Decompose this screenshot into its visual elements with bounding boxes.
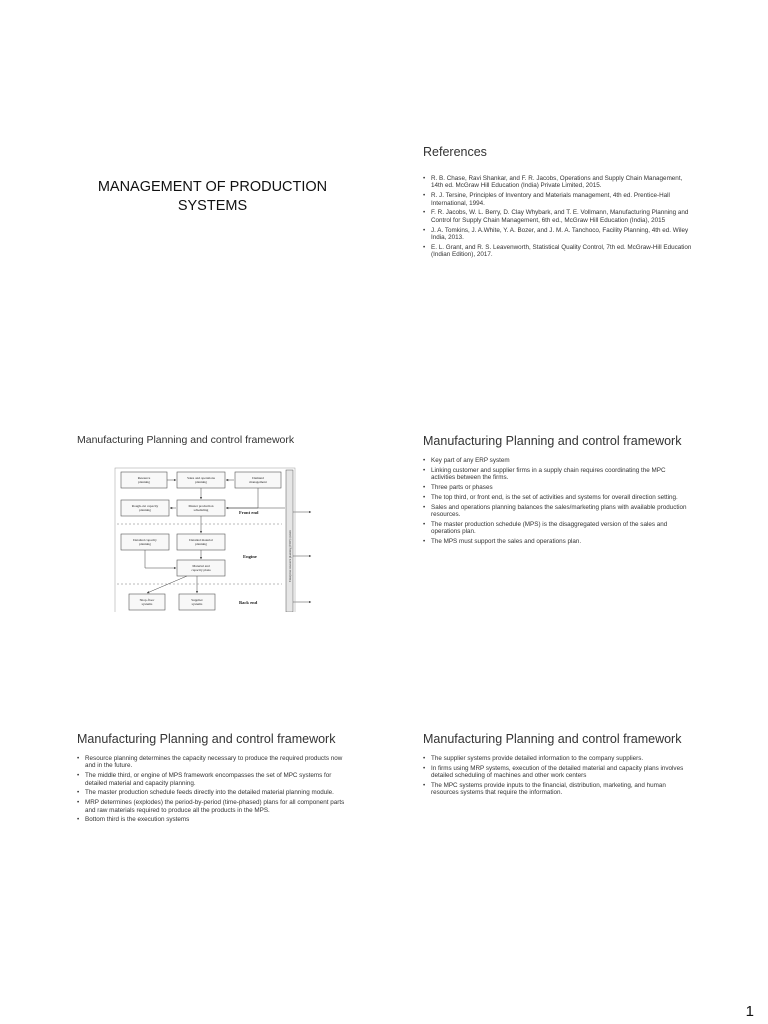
diag-label: planning bbox=[195, 480, 207, 484]
diag-label: Demand bbox=[252, 476, 264, 480]
bullet-item: • Key part of any ERP system bbox=[423, 457, 691, 464]
diag-label: systems bbox=[191, 602, 203, 606]
diag-label: planning bbox=[195, 542, 207, 546]
bullet-item: • In firms using MRP systems, execution of the detailed material and capacity plans involves detailed scheduling of machines and other work centers bbox=[423, 765, 691, 780]
reference-item: • E. L. Grant, and R. S. Leavenworth, Statistical Quality Control, 7th ed. McGraw-Hill Education (Indian Edition), 2017. bbox=[423, 244, 693, 259]
bullet-item: • MRP determines (explodes) the period-by-period (time-phased) plans for all component parts and raw materials required to produce all the products in the MPS. bbox=[77, 799, 345, 814]
diag-label: planning bbox=[139, 542, 151, 546]
diag-label: Supplier bbox=[191, 598, 203, 602]
bullet-item: • The MPC systems provide inputs to the financial, distribution, marketing, and human resources systems that require the information. bbox=[423, 782, 691, 797]
diag-label: planning bbox=[139, 508, 151, 512]
diag-label: Detailed capacity bbox=[133, 538, 157, 542]
bullet-item: • The master production schedule (MPS) is the disaggregated version of the sales and operations plan. bbox=[423, 521, 691, 536]
reference-item: • R. J. Tersine, Principles of Inventory and Materials management, 4th ed. Prentice-Hall International, 1994. bbox=[423, 192, 693, 207]
slide4-title: Manufacturing Planning and control framework bbox=[423, 434, 682, 448]
front-end-label: Front end bbox=[239, 510, 259, 515]
bullet-item: • Linking customer and supplier firms in a supply chain requires coordinating the MPC activities between the firms. bbox=[423, 467, 691, 482]
slide6-title: Manufacturing Planning and control framework bbox=[423, 732, 682, 746]
slide5-bullets bbox=[77, 755, 345, 824]
diag-label: Resource bbox=[137, 476, 151, 480]
bullet-item: • Bottom third is the execution systems bbox=[77, 816, 345, 823]
slide6-bullets bbox=[423, 755, 691, 797]
diag-label: Shop-floor bbox=[139, 598, 155, 602]
references-title: References bbox=[423, 145, 487, 159]
slide-title bbox=[40, 178, 385, 216]
bullet-item: • The master production schedule feeds directly into the detailed material planning module. bbox=[77, 789, 345, 796]
diag-label: Rough-cut capacity bbox=[131, 504, 159, 508]
back-end-label: Back end bbox=[239, 600, 258, 605]
diag-label: scheduling bbox=[193, 508, 209, 512]
diag-label: Sales and operations bbox=[187, 476, 215, 480]
diag-label: systems bbox=[141, 602, 153, 606]
slide4-bullets bbox=[423, 457, 691, 545]
slide5-title: Manufacturing Planning and control framework bbox=[77, 732, 336, 746]
bullet-item: • The middle third, or engine of MPS framework encompasses the set of MPC systems for detailed material and capacity planning. bbox=[77, 772, 345, 787]
diag-label: Master production bbox=[188, 504, 214, 508]
reference-item: • F. R. Jacobs, W. L. Berry, D. Clay Whybark, and T. E. Vollmann, Manufacturing Planning and Control for Supply Chain Management, 6th ed., McGraw Hill Education (India), 2015 bbox=[423, 209, 693, 224]
page-title bbox=[40, 178, 385, 216]
slide-framework-diagram bbox=[77, 433, 377, 612]
bullet-item: • Resource planning determines the capacity necessary to produce the required products now and in the future. bbox=[77, 755, 345, 770]
title-line-1: MANAGEMENT OF PRODUCTION bbox=[97, 179, 328, 195]
slide-framework-2 bbox=[77, 732, 345, 826]
diag-label: Material and bbox=[192, 564, 210, 568]
slide-references bbox=[423, 145, 693, 261]
references-list bbox=[423, 175, 693, 259]
engine-label: Engine bbox=[243, 554, 257, 559]
bullet-item: • The top third, or front end, is the set of activities and systems for overall direction setting. bbox=[423, 494, 691, 501]
bullet-item: • The MPS must support the sales and operations plan. bbox=[423, 538, 691, 545]
bullet-item: • Sales and operations planning balances the sales/marketing plans with available production resources. bbox=[423, 504, 691, 519]
reference-item: • R. B. Chase, Ravi Shankar, and F. R. Jacobs, Operations and Supply Chain Management, 14th ed. McGraw Hill Education (India) Private Limited, 2015. bbox=[423, 175, 693, 190]
page-number: 1 bbox=[745, 1003, 754, 1020]
diag-label: Detailed material bbox=[189, 538, 213, 542]
diag-label: planning bbox=[138, 480, 150, 484]
diag-label: capacity plans bbox=[191, 568, 211, 572]
reference-item: • J. A. Tomkins, J. A.White, Y. A. Bozer, and J. M. A. Tanchoco, Facility Planning, 4th ed. Wiley India, 2013. bbox=[423, 227, 693, 242]
erp-label: Enterprise resource planning (ERP) system bbox=[288, 530, 292, 582]
mpc-framework-diagram bbox=[77, 452, 377, 612]
diagram-slide-title: Manufacturing Planning and control framework bbox=[77, 434, 295, 446]
bullet-item: • The supplier systems provide detailed information to the company suppliers. bbox=[423, 755, 691, 762]
title-line-2: SYSTEMS bbox=[177, 198, 248, 214]
slide-framework-1 bbox=[423, 434, 691, 548]
slide-framework-3 bbox=[423, 732, 691, 799]
bullet-item: • Three parts or phases bbox=[423, 484, 691, 491]
diag-label: management bbox=[249, 480, 267, 484]
